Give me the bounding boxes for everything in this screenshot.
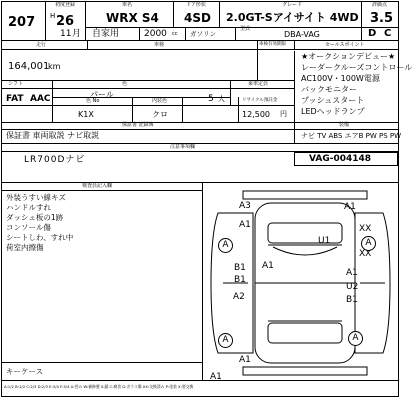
ext-int-box bbox=[362, 28, 398, 40]
inspector-note-1: 外装うすい線キズ bbox=[6, 193, 66, 202]
rear-bumper-shape bbox=[243, 367, 367, 375]
front-bumper-shape bbox=[243, 191, 367, 199]
shift-label: シフト bbox=[8, 81, 24, 87]
mark-a1-center: A1 bbox=[262, 261, 274, 271]
shift-value: FAT bbox=[6, 94, 24, 104]
owner-row bbox=[2, 130, 294, 143]
key-value: キーケース bbox=[6, 367, 44, 376]
notes-label: 注意事項欄 bbox=[170, 144, 196, 150]
displacement-box bbox=[140, 28, 186, 40]
inspection-date-label-cell bbox=[258, 41, 294, 50]
recycle-unit: 円 bbox=[280, 110, 287, 118]
recycle-label: リサイクル預託金 bbox=[242, 98, 278, 103]
legend-row bbox=[2, 381, 398, 395]
year-value: 26 bbox=[56, 14, 75, 29]
windshield-shape bbox=[268, 223, 342, 243]
sales-point-4: バックモニター bbox=[301, 85, 357, 94]
month-value: 11 bbox=[60, 29, 72, 39]
sales-point-3: AC100V・100W電源 bbox=[301, 74, 380, 83]
notes-header bbox=[2, 143, 398, 152]
mark-a1-left: A1 bbox=[239, 220, 251, 230]
model-box bbox=[86, 2, 174, 28]
mark-b1-a: B1 bbox=[234, 263, 246, 273]
color-code-row bbox=[52, 105, 294, 122]
wheel-front-left: A bbox=[218, 238, 233, 253]
model-label: 車名 bbox=[122, 2, 133, 8]
sales-points-list bbox=[294, 51, 412, 123]
mileage-label: 走行 bbox=[36, 42, 47, 48]
mark-a1-bottom2: A1 bbox=[239, 355, 251, 365]
seats-label: 乗車定員 bbox=[248, 81, 269, 87]
rear-window-shape bbox=[268, 323, 342, 343]
year-era: H bbox=[50, 12, 56, 20]
mark-b1-right: B1 bbox=[346, 295, 358, 305]
inspection-label: 車検有効期限 bbox=[259, 42, 286, 47]
frame-no-box bbox=[294, 152, 398, 166]
year-box bbox=[46, 2, 86, 40]
use-value: 自家用 bbox=[92, 29, 120, 39]
wheel-rear-left: A bbox=[218, 333, 233, 348]
legend-text: A:1/2 B:1/2 C:2/3 D:2/3 E:3/4 F:3/4 U:凹み W:補修歴 S:錆 C:腐食 G:ガラス傷 XX:交換済み P:塗装 X:要交換 bbox=[4, 384, 194, 389]
inspector-label: 検査員記入欄 bbox=[82, 183, 113, 189]
mark-xx-right-top: XX bbox=[359, 224, 372, 234]
mark-u2-right: U2 bbox=[346, 282, 359, 292]
owner-value: 保証書 車両取説 ナビ取説 bbox=[6, 131, 100, 140]
score-box bbox=[362, 2, 398, 28]
mileage-row bbox=[2, 50, 258, 80]
inspection-label-cell bbox=[88, 41, 258, 50]
wheel-front-right: A bbox=[361, 236, 376, 251]
inspector-note-4: コンソール傷 bbox=[6, 223, 51, 232]
roof-line bbox=[273, 247, 337, 255]
mark-a1-bottom: A1 bbox=[210, 372, 222, 382]
model-value: WRX S4 bbox=[106, 11, 159, 25]
sales-point-1: ★オークションデビュー★ bbox=[301, 52, 396, 61]
seats-value: 5 bbox=[208, 94, 214, 104]
month-unit: 月 bbox=[72, 29, 82, 39]
sales-point-header bbox=[294, 41, 398, 50]
int-grade: C bbox=[384, 28, 392, 39]
mark-a3-left: A3 bbox=[239, 201, 251, 211]
displacement-unit: cc bbox=[172, 31, 178, 37]
color-no-label: 色 No bbox=[86, 98, 100, 104]
ext-grade: D bbox=[368, 28, 377, 39]
inspector-note-5: シートしわ、すれ中 bbox=[6, 233, 74, 242]
mark-b1-b: B1 bbox=[234, 275, 246, 285]
mark-u1: U1 bbox=[318, 236, 331, 246]
shift-label-row bbox=[2, 80, 294, 89]
mileage-unit: km bbox=[48, 62, 61, 71]
sales-point-2: レーダークルーズコントロール bbox=[301, 63, 412, 72]
grade-box bbox=[220, 2, 362, 28]
grade-label: グレード bbox=[282, 2, 303, 8]
lot-number: 207 bbox=[8, 15, 36, 30]
color-label: 色 bbox=[122, 81, 128, 87]
recycle-value: 12,500 bbox=[242, 110, 270, 119]
int-color-label: 内装色 bbox=[152, 98, 168, 104]
key-row bbox=[2, 362, 202, 380]
notes-value: LR700Dナビ bbox=[24, 155, 86, 165]
sales-point-6: LEDヘッドランプ bbox=[301, 107, 365, 116]
inspection-sub-label: 車検 bbox=[154, 42, 165, 48]
inspector-note-6: 荷室内擦傷 bbox=[6, 243, 44, 252]
grade-value: 2.0GT-Sアイサイト 4WD bbox=[226, 11, 359, 24]
int-color-value: クロ bbox=[152, 110, 168, 119]
inspector-note-3: ダッシュ板の1跡 bbox=[6, 213, 64, 222]
equip-row bbox=[294, 130, 402, 143]
mark-a1-top: A1 bbox=[344, 202, 356, 212]
doors-label: ドア形状 bbox=[186, 2, 206, 8]
color-value: パール bbox=[90, 90, 114, 99]
aircon-value: AAC bbox=[30, 94, 51, 104]
score-value: 3.5 bbox=[370, 11, 394, 26]
type-label: 型式 bbox=[240, 26, 251, 32]
score-label: 評価点 bbox=[372, 2, 388, 8]
mileage-value: 164,001 bbox=[8, 61, 50, 72]
frame-no-value: VAG-004148 bbox=[309, 154, 372, 164]
owner-label: 保証書 記録簿 bbox=[122, 122, 154, 128]
fuel-value: ガソリン bbox=[190, 30, 216, 38]
mark-a2-a: A2 bbox=[233, 292, 245, 302]
doors-box bbox=[174, 2, 220, 28]
doors-value: 4SD bbox=[184, 11, 211, 25]
fuel-box bbox=[186, 28, 236, 40]
sales-point-label: セールスポイント bbox=[325, 42, 365, 48]
mark-a1-right: A1 bbox=[346, 268, 358, 278]
equip-label: 装備 bbox=[339, 122, 350, 128]
use-box bbox=[86, 28, 140, 40]
mileage-label-cell bbox=[2, 41, 88, 50]
car-diagram bbox=[203, 183, 398, 380]
type-box bbox=[236, 28, 362, 40]
inspector-note-2: ハンドルすれ bbox=[6, 203, 51, 212]
sales-point-5: プッシュスタート bbox=[301, 96, 365, 105]
owner-label-row bbox=[2, 122, 294, 130]
lot-box bbox=[2, 2, 46, 40]
displacement-value: 2000 bbox=[144, 29, 167, 39]
equip-label-row bbox=[294, 122, 398, 130]
wheel-rear-right: A bbox=[348, 331, 363, 346]
inspector-notes bbox=[2, 192, 202, 362]
seats-unit: 人 bbox=[218, 95, 225, 103]
mark-xx-right-mid: XX bbox=[359, 249, 372, 259]
color-code-value: K1X bbox=[78, 110, 94, 119]
type-value: DBA-VAG bbox=[284, 30, 320, 39]
first-reg-label: 初度登録 bbox=[55, 2, 76, 8]
equip-value: ナビ TV ABS エアB PW PS PW bbox=[301, 132, 402, 140]
inspector-header bbox=[2, 182, 202, 191]
